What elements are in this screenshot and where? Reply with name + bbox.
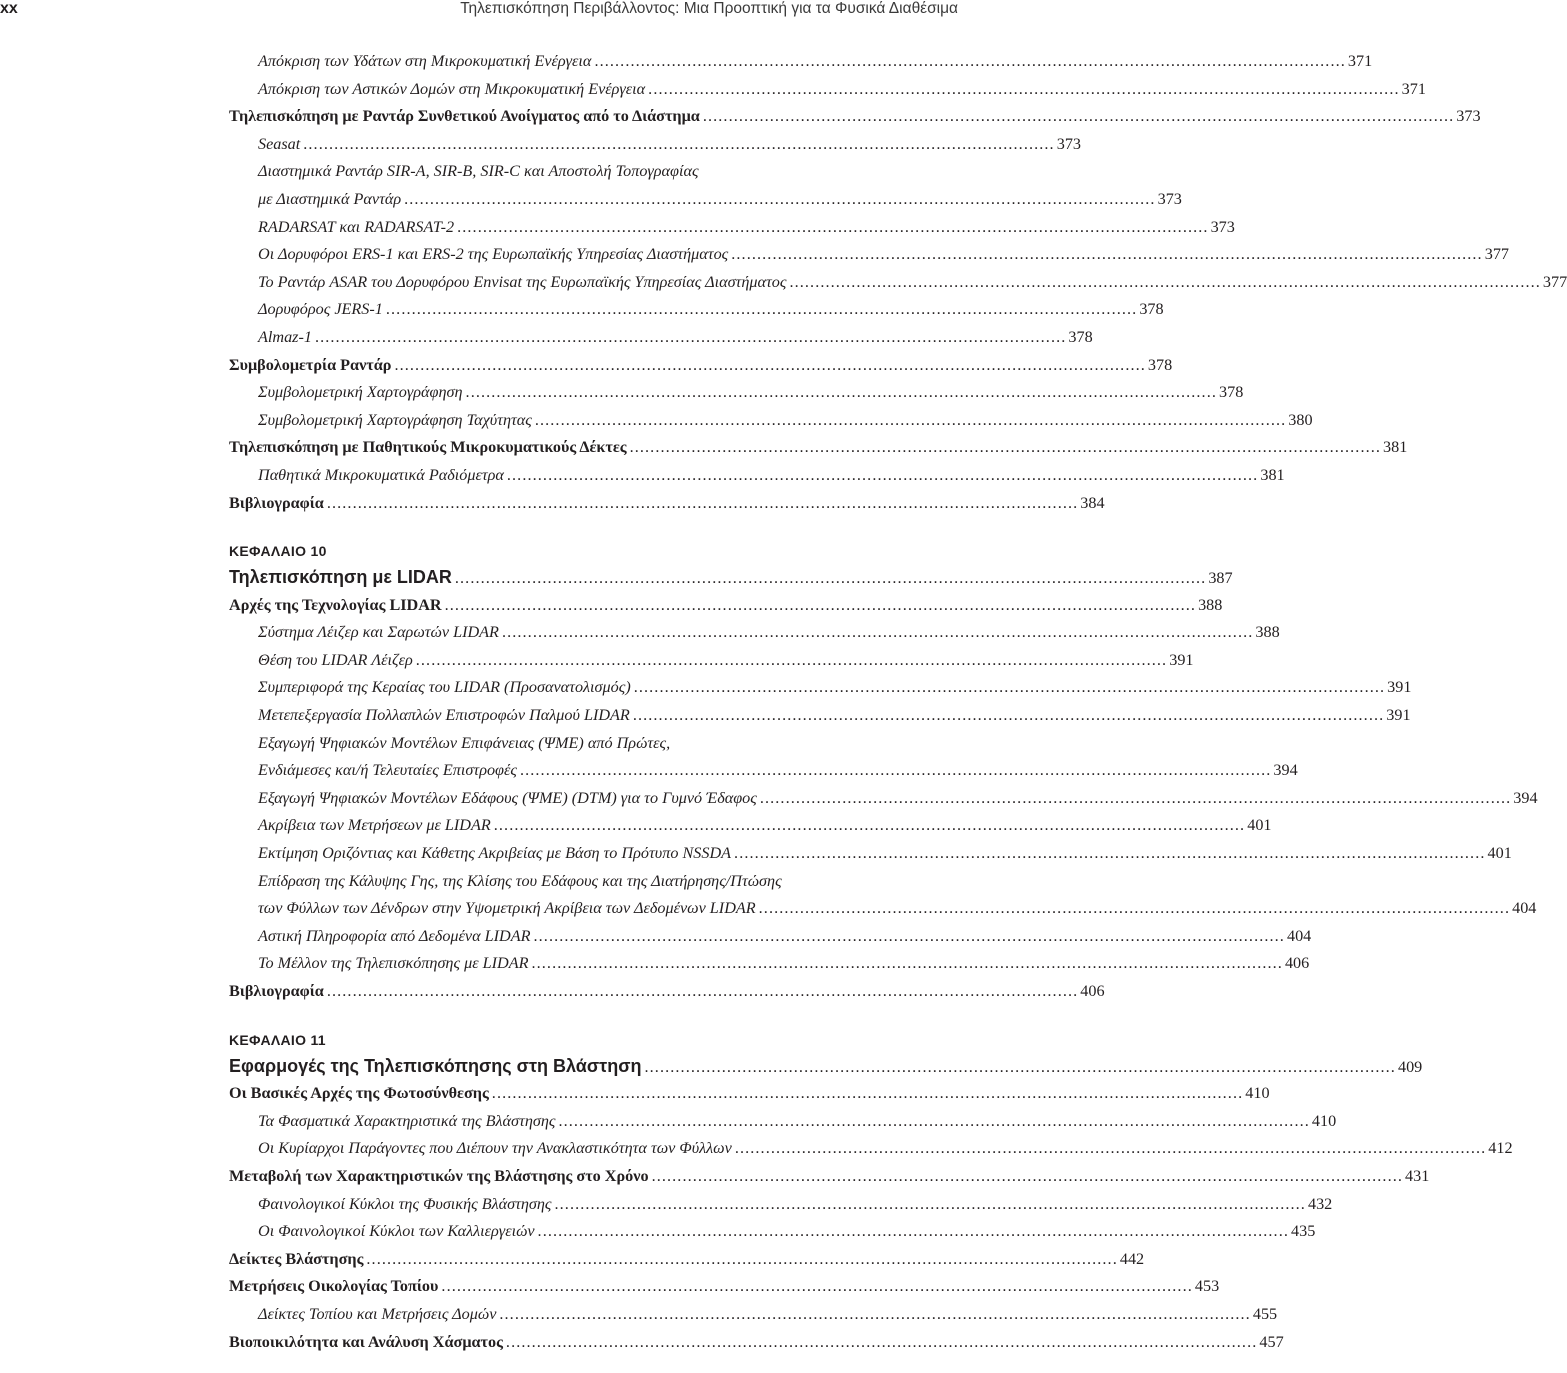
table-of-contents (229, 48, 1567, 1356)
dot-leader: .................................................................................................................................................. (648, 79, 1400, 98)
toc-entry-title: Ενδιάμεσες και/ή Τελευταίες Επιστροφές (258, 761, 517, 780)
toc-entry[interactable] (229, 76, 1426, 104)
toc-entry-title: Θέση του LIDAR Λέιζερ (258, 650, 413, 669)
toc-page-number: 388 (1255, 623, 1280, 642)
toc-entry[interactable] (229, 757, 1298, 785)
toc-page-number: 410 (1311, 1111, 1337, 1130)
dot-leader: .................................................................................................................................................. (404, 189, 1156, 208)
toc-entry-title: Τα Φασματικά Χαρακτηριστικά της Βλάστησης (258, 1111, 556, 1130)
toc-page-number: 378 (1139, 300, 1164, 319)
toc-entry-title: Εξαγωγή Ψηφιακών Μοντέλων Επιφάνειας (ΨΜΕ) από Πρώτες, (258, 733, 671, 752)
toc-entry-title: Seasat (258, 134, 301, 153)
toc-page-number: 371 (1347, 52, 1373, 70)
toc-entry-title: Συμβολομετρική Χαρτογράφηση Ταχύτητας (258, 410, 532, 429)
toc-entry[interactable] (229, 647, 1194, 675)
toc-entry-title: Βιβλιογραφία (229, 982, 324, 1000)
toc-page-number: 373 (1210, 217, 1235, 236)
toc-page-number: 373 (1056, 134, 1081, 153)
dot-leader: .................................................................................................................................................. (558, 1111, 1310, 1130)
toc-entry[interactable] (229, 1246, 1145, 1274)
toc-entry-title: Δορυφόρος JERS-1 (258, 300, 383, 319)
toc-entry[interactable] (229, 1191, 1333, 1219)
toc-entry-title: των Φύλλων των Δένδρων στην Υψομετρική Ακρίβεια των Δεδομένων LIDAR (258, 899, 756, 918)
dot-leader: .................................................................................................................................................. (465, 383, 1217, 402)
toc-page-number: 381 (1260, 465, 1285, 484)
dot-leader: .................................................................................................................................................. (326, 493, 1079, 512)
toc-entry[interactable] (229, 895, 1537, 923)
toc-entry-title: Διαστημικά Ραντάρ SIR-A, SIR-B, SIR-C και Αποστολή Τοπογραφίας (258, 162, 699, 181)
dot-leader: .................................................................................................................................................. (415, 650, 1168, 669)
toc-page-number: 401 (1487, 844, 1512, 863)
toc-entry-title: Παθητικά Μικροκυματικά Ραδιόμετρα (258, 465, 504, 484)
toc-entry-title: Τηλεπισκόπηση με LIDAR (229, 567, 452, 588)
toc-entry[interactable] (229, 407, 1313, 435)
toc-entry[interactable] (229, 950, 1310, 978)
dot-leader: .................................................................................................................................................. (644, 1057, 1396, 1076)
toc-entry-title: Το Μέλλον της Τηλεπισκόπησης με LIDAR (258, 954, 529, 973)
toc-entry-title: Συμπεριφορά της Κεραίας του LIDAR (Προσανατολισμός) (258, 678, 631, 697)
toc-entry-title: Σύστημα Λέιζερ και Σαρωτών LIDAR (258, 623, 499, 642)
toc-entry[interactable] (229, 1329, 1284, 1357)
toc-page-number: 378 (1068, 327, 1093, 346)
toc-entry-title: Εκτίμηση Οριζόντιας και Κάθετης Ακριβείας με Βάση το Πρότυπο NSSDA (258, 844, 732, 863)
dot-leader: .................................................................................................................................................. (519, 761, 1272, 780)
toc-entry-title: Οι Φαινολογικοί Κύκλοι των Καλλιεργειών (258, 1222, 535, 1241)
toc-entry[interactable] (229, 186, 1182, 214)
toc-entry-title: Οι Δορυφόροι ERS-1 και ERS-2 της Ευρωπαϊκής Υπηρεσίας Διαστήματος (258, 245, 729, 264)
toc-entry-title: Απόκριση των Υδάτων στη Μικροκυματική Ενέργεια (258, 52, 592, 70)
chapter-title-entry[interactable] (229, 1053, 1423, 1081)
toc-page-number: 394 (1273, 761, 1298, 780)
dot-leader: .................................................................................................................................................. (493, 816, 1246, 835)
dot-leader: .................................................................................................................................................. (731, 245, 1483, 264)
page-number: xx (0, 0, 18, 17)
dot-leader: .................................................................................................................................................. (633, 678, 1386, 697)
toc-entry-title: με Διαστημικά Ραντάρ (258, 189, 402, 208)
toc-page-number: 435 (1291, 1222, 1316, 1241)
dot-leader: .................................................................................................................................................. (457, 217, 1209, 236)
dot-leader: .................................................................................................................................................. (594, 52, 1346, 70)
toc-entry[interactable] (229, 812, 1272, 840)
toc-page-number: 373 (1157, 189, 1182, 208)
chapter-label: ΚΕΦΑΛΑΙΟ 10 (229, 543, 327, 560)
toc-entry-title: Τηλεπισκόπηση με Παθητικούς Μικροκυματικούς Δέκτες (229, 438, 627, 457)
toc-page-number: 432 (1307, 1194, 1333, 1213)
toc-entry[interactable] (229, 434, 1408, 462)
toc-entry-title: Βιβλιογραφία (229, 493, 324, 512)
toc-entry[interactable] (229, 923, 1312, 951)
dot-leader: .................................................................................................................................................. (385, 300, 1138, 319)
toc-page-number: 384 (1080, 493, 1105, 512)
toc-entry[interactable] (229, 48, 1373, 76)
toc-entry-title: RADARSAT και RADARSAT-2 (258, 217, 455, 236)
toc-entry-title: Βιοποικιλότητα και Ανάλυση Χάσματος (229, 1332, 503, 1351)
dot-leader: .................................................................................................................................................. (734, 1139, 1487, 1158)
toc-entry[interactable] (229, 702, 1411, 730)
dot-leader: .................................................................................................................................................. (506, 465, 1259, 484)
toc-entry-title: Αστική Πληροφορία από Δεδομένα LIDAR (258, 926, 531, 945)
toc-entry-title: Αρχές της Τεχνολογίας LIDAR (229, 595, 442, 614)
dot-leader: .................................................................................................................................................. (303, 134, 1055, 153)
toc-entry[interactable] (229, 1108, 1337, 1136)
toc-page-number: 381 (1383, 438, 1408, 457)
toc-page-number: 406 (1284, 954, 1310, 973)
dot-leader: .................................................................................................................................................. (394, 355, 1146, 374)
toc-page-number: 380 (1288, 410, 1313, 429)
toc-page-number: 378 (1219, 383, 1244, 402)
toc-page-number: 378 (1147, 355, 1173, 374)
toc-page-number: 391 (1387, 678, 1412, 697)
dot-leader: .................................................................................................................................................. (789, 272, 1541, 291)
toc-page-number: 404 (1512, 899, 1537, 918)
toc-entry[interactable] (229, 1080, 1270, 1108)
toc-entry[interactable] (229, 352, 1173, 380)
toc-page-number: 453 (1194, 1277, 1220, 1296)
toc-entry[interactable] (229, 1218, 1316, 1246)
toc-entry[interactable] (229, 462, 1285, 490)
toc-entry-line (229, 868, 958, 896)
toc-entry[interactable] (229, 131, 1081, 159)
chapter-title-entry[interactable] (229, 564, 1233, 592)
toc-entry-title: Μετεπεξεργασία Πολλαπλών Επιστροφών Παλμού LIDAR (258, 706, 630, 725)
dot-leader: .................................................................................................................................................. (734, 844, 1486, 863)
dot-leader: .................................................................................................................................................. (366, 1249, 1118, 1268)
toc-entry[interactable] (229, 1163, 1430, 1191)
toc-entry[interactable] (229, 840, 1512, 868)
section-gap (229, 1006, 958, 1027)
dot-leader: .................................................................................................................................................. (759, 788, 1512, 807)
toc-entry-title: Το Ραντάρ ASAR του Δορυφόρου Envisat της Ευρωπαϊκής Υπηρεσίας Διαστήματος (258, 272, 787, 291)
toc-entry-title: Εξαγωγή Ψηφιακών Μοντέλων Εδάφους (ΨΜΕ) (DTM) για το Γυμνό Έδαφος (258, 788, 757, 807)
dot-leader: .................................................................................................................................................. (441, 1277, 1193, 1296)
dot-leader: .................................................................................................................................................. (454, 569, 1207, 588)
dot-leader: .................................................................................................................................................. (444, 595, 1197, 614)
toc-page-number: 410 (1245, 1084, 1270, 1103)
dot-leader: .................................................................................................................................................. (537, 1222, 1289, 1241)
toc-page-number: 394 (1513, 788, 1538, 807)
dot-leader: .................................................................................................................................................. (651, 1166, 1404, 1185)
dot-leader: .................................................................................................................................................. (629, 438, 1382, 457)
dot-leader: .................................................................................................................................................. (632, 706, 1385, 725)
toc-entry[interactable] (229, 674, 1412, 702)
toc-entry-title: Almaz-1 (258, 327, 312, 346)
dot-leader: .................................................................................................................................................. (702, 107, 1455, 126)
toc-entry[interactable] (229, 103, 1481, 131)
dot-leader: .................................................................................................................................................. (314, 327, 1067, 346)
toc-entry-title: Μετρήσεις Οικολογίας Τοπίου (229, 1277, 439, 1296)
toc-entry-title: Επίδραση της Κάλυψης Γης, της Κλίσης του Εδάφους και της Διατήρησης/Πτώσης (258, 871, 782, 890)
toc-entry[interactable] (229, 324, 1093, 352)
toc-page-number: 431 (1405, 1166, 1430, 1185)
toc-page-number: 373 (1456, 107, 1481, 126)
chapter-label: ΚΕΦΑΛΑΙΟ 11 (229, 1031, 326, 1048)
toc-entry-title: Απόκριση των Αστικών Δομών στη Μικροκυματική Ενέργεια (258, 79, 646, 98)
toc-entry[interactable] (229, 1273, 1220, 1301)
toc-page-number: 457 (1259, 1332, 1284, 1351)
toc-page-number: 377 (1542, 272, 1567, 291)
toc-entry-line (229, 730, 958, 758)
dot-leader: .................................................................................................................................................. (533, 926, 1285, 945)
toc-entry[interactable] (229, 490, 1105, 518)
dot-leader: .................................................................................................................................................. (534, 410, 1287, 429)
toc-page-number: 455 (1252, 1304, 1278, 1323)
toc-entry[interactable] (229, 241, 1509, 269)
toc-page-number: 409 (1397, 1057, 1423, 1076)
section-gap (229, 517, 958, 538)
toc-entry-title: Συμβολομετρική Χαρτογράφηση (258, 383, 463, 402)
toc-entry[interactable] (229, 1135, 1513, 1163)
toc-entry[interactable] (229, 214, 1235, 242)
toc-page-number: 442 (1119, 1249, 1145, 1268)
book-title: Τηλεπισκόπηση Περιβάλλοντος: Μια Προοπτική για τα Φυσικά Διαθέσιμα (460, 0, 958, 17)
dot-leader: .................................................................................................................................................. (505, 1332, 1258, 1351)
toc-entry[interactable] (229, 619, 1280, 647)
dot-leader: .................................................................................................................................................. (326, 982, 1079, 1000)
dot-leader: .................................................................................................................................................. (531, 954, 1283, 973)
running-header (0, 0, 960, 24)
dot-leader: .................................................................................................................................................. (499, 1304, 1251, 1323)
toc-entry[interactable] (229, 785, 1538, 813)
toc-entry[interactable] (229, 592, 1223, 620)
toc-page-number: 377 (1484, 245, 1509, 264)
toc-page-number: 391 (1386, 706, 1411, 725)
toc-entry-title: Φαινολογικοί Κύκλοι της Φυσικής Βλάστησης (258, 1194, 552, 1213)
toc-page-number: 404 (1286, 926, 1312, 945)
toc-entry-title: Τηλεπισκόπηση με Ραντάρ Συνθετικού Ανοίγματος από το Διάστημα (229, 107, 700, 126)
toc-entry-title: Δείκτες Βλάστησης (229, 1249, 364, 1268)
toc-page-number: 371 (1401, 79, 1426, 98)
dot-leader: .................................................................................................................................................. (501, 623, 1254, 642)
toc-page-number: 391 (1169, 650, 1194, 669)
dot-leader: .................................................................................................................................................. (491, 1084, 1244, 1103)
toc-entry-line (229, 158, 958, 186)
toc-page-number: 412 (1488, 1139, 1513, 1158)
toc-page-number: 401 (1247, 816, 1272, 835)
toc-page-number: 406 (1080, 982, 1105, 1000)
toc-entry-title: Εφαρμογές της Τηλεπισκόπησης στη Βλάστηση (229, 1055, 642, 1076)
toc-entry[interactable] (229, 296, 1164, 324)
toc-entry-title: Μεταβολή των Χαρακτηριστικών της Βλάστησης στο Χρόνο (229, 1166, 649, 1185)
toc-entry[interactable] (229, 379, 1244, 407)
toc-page-number: 387 (1208, 569, 1233, 588)
toc-entry-title: Οι Βασικές Αρχές της Φωτοσύνθεσης (229, 1084, 489, 1103)
toc-entry-title: Οι Κυρίαρχοι Παράγοντες που Διέπουν την Ανακλαστικότητα των Φύλλων (258, 1139, 732, 1158)
toc-entry[interactable] (229, 269, 1567, 297)
toc-entry[interactable] (229, 978, 1105, 1006)
dot-leader: .................................................................................................................................................. (554, 1194, 1306, 1213)
dot-leader: .................................................................................................................................................. (758, 899, 1511, 918)
toc-entry[interactable] (229, 1301, 1278, 1329)
toc-entry-title: Συμβολομετρία Ραντάρ (229, 355, 392, 374)
toc-entry-title: Ακρίβεια των Μετρήσεων με LIDAR (258, 816, 491, 835)
toc-entry-title: Δείκτες Τοπίου και Μετρήσεις Δομών (258, 1304, 497, 1323)
toc-page-number: 388 (1198, 595, 1223, 614)
